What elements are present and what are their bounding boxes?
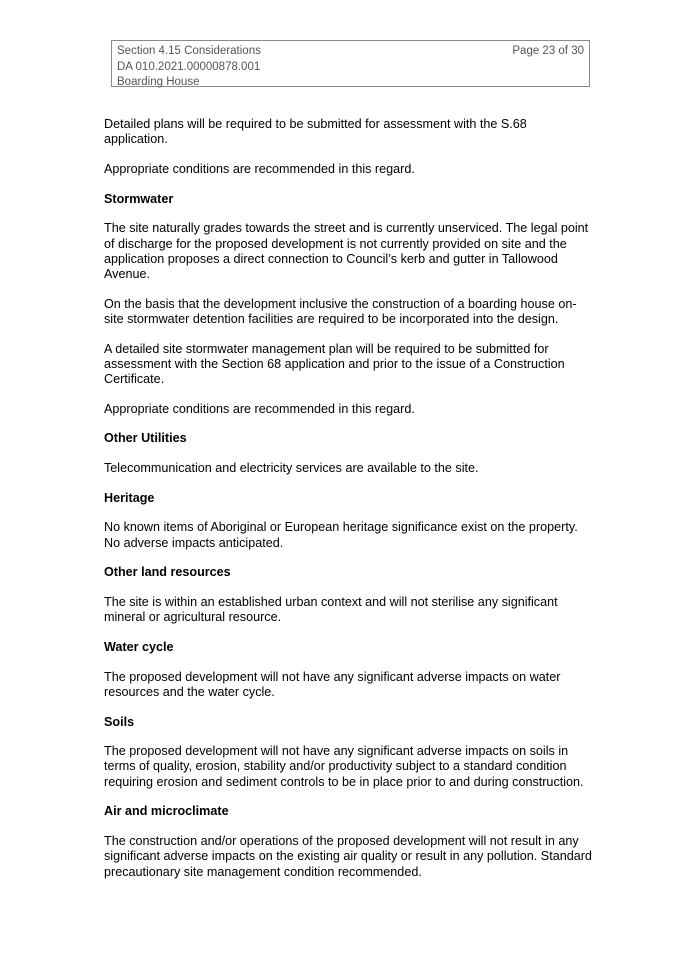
paragraph-conditions-2: Appropriate conditions are recommended in this regard.	[104, 401, 415, 416]
header-da-number: DA 010.2021.00000878.001	[117, 60, 261, 73]
paragraph-stormwater-detention: On the basis that the development inclusive the construction of a boarding house on-site stormwater detention facilities are required to be incorporated into the design.	[104, 296, 577, 326]
header-section-title: Section 4.15 Considerations	[117, 45, 261, 57]
paragraph-stormwater-site: The site naturally grades towards the street and is currently unserviced. The legal point of discharge for the proposed development is not currently provided on site and the application proposes a direct connection to Council’s kerb and gutter in Tallowood Avenue.	[104, 221, 589, 281]
paragraph-utilities: Telecommunication and electricity services are available to the site.	[104, 461, 479, 476]
heading-soils: Soils	[104, 714, 135, 729]
heading-stormwater: Stormwater	[104, 191, 174, 206]
heading-other-utilities: Other Utilities	[104, 431, 187, 446]
document-body	[104, 117, 594, 894]
heading-heritage: Heritage	[104, 490, 155, 505]
page-number: Page 23 of 30	[512, 45, 584, 57]
heading-air-microclimate: Air and microclimate	[104, 804, 229, 819]
paragraph-stormwater-plan: A detailed site stormwater management plan will be required to be submitted for assessment with the Section 68 application and prior to the issue of a Construction Certificate.	[104, 341, 565, 386]
heading-water-cycle: Water cycle	[104, 639, 174, 654]
heading-other-land-resources: Other land resources	[104, 565, 231, 580]
paragraph-land-resources: The site is within an established urban context and will not sterilise any significant mineral or agricultural resource.	[104, 595, 558, 625]
paragraph-heritage: No known items of Aboriginal or European heritage significance exist on the property. No adverse impacts anticipated.	[104, 520, 578, 550]
paragraph-water-cycle: The proposed development will not have any significant adverse impacts on water resources and the water cycle.	[104, 669, 561, 699]
paragraph-s68-plans: Detailed plans will be required to be submitted for assessment with the S.68 application.	[104, 117, 527, 147]
paragraph-conditions-1: Appropriate conditions are recommended in this regard.	[104, 161, 415, 176]
paragraph-air-microclimate: The construction and/or operations of the proposed development will not result in any significant adverse impacts on the existing air quality or result in any pollution. Standard precautionary site management condition recommended.	[104, 834, 592, 879]
paragraph-soils: The proposed development will not have any significant adverse impacts on soils in terms of quality, erosion, stability and/or productivity subject to a standard condition requiring erosion and sediment controls to be in place prior to and during construction.	[104, 744, 584, 789]
header-development-type: Boarding House	[117, 76, 200, 88]
page-header	[111, 40, 590, 87]
